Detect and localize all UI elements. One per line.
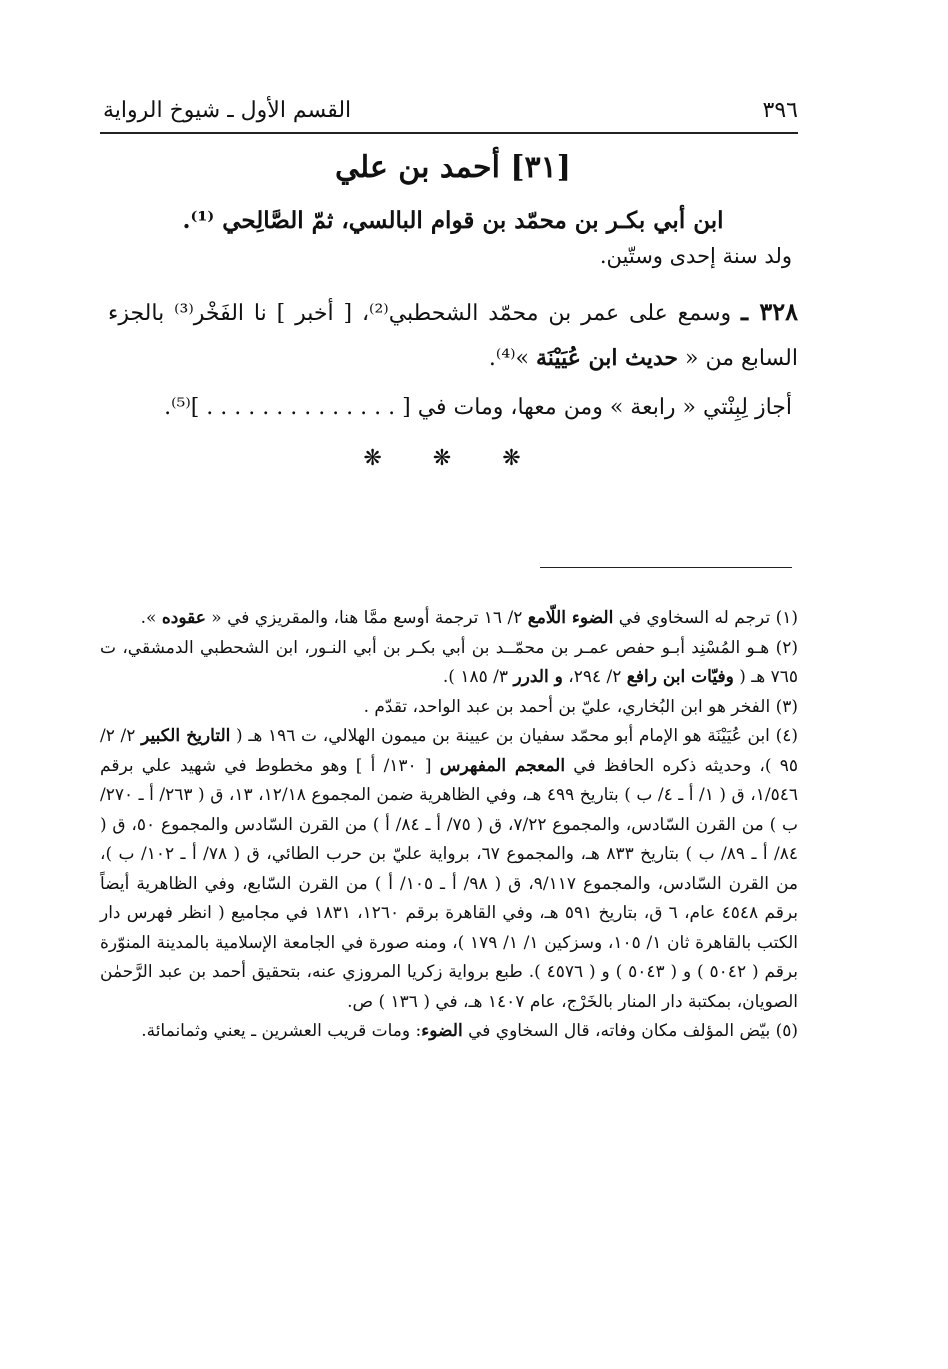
- footnote-text: ٢/ ٢٩٤،: [562, 667, 627, 687]
- narration-number: ٣٢٨ ـ: [741, 297, 799, 326]
- footnote-bold: وفيّات ابن رافع: [626, 667, 734, 687]
- ijaza-line: أجاز لِبِنْتي « رابعة » ومن معها، ومات في [ . . . . . . . . . . . . . . ]⁽⁵⁾.: [164, 395, 792, 420]
- entry-lineage: ابن أبي بكـر بن محمّد بن قوام البالسي، ثمّ الصَّالِحي ⁽¹⁾.: [182, 207, 724, 234]
- footnote-4: [100, 722, 798, 1017]
- footnote-text: (٣) الفخر هو ابن البُخاري، عليّ بن أحمد بن عبد الواحد، تقدّم .: [363, 696, 798, 717]
- footnote-text: : ومات قريب العشرين ـ يعني وثمانمائة.: [141, 1021, 422, 1041]
- footnote-2: [100, 634, 798, 693]
- footnote-text: ٢/ ١٦ ترجمة أوسع ممَّا هنا، والمقريزي في «: [205, 608, 528, 628]
- footnote-text: [ ١٣٠/ أ ] وهو مخطوط في شهيد علي برقم ١/٥٤٦، ق ( ١/ أ ـ ٤/ ب ) بتاريخ ٤٩٩ هـ، وفي الظاهرية ضمن المجموع ١٢/١٨، ١٣، ق ( ٢٦٣/ أ ـ ٢٧٠/ ب ) من القرن السّادس، والمجموع ٧/٢٢، ق ( ٧٥/ أ ـ ٨٤/ أ ) من القرن السّادس والمجموع ٥٠، ق ( ٨٤/ أ ـ ٨٩/ ب ) بتاريخ ٨٣٣ هـ، والمجموع ٦٧، برواية عليّ بن حرب الطائي، ق ( ٧٨/ أ ـ ١٠٢/ ب )، من القرن السّادس، والمجموع ٩/١١٧، ق ( ٩٨/ أ ـ ١٠٥/ أ ) من القرن السّابع، وفي الظاهرية أيضاً برقم ٤٥٤٨ عام، ٦ ق، بتاريخ ٥٩١ هـ، وفي القاهرة برقم ١٢٦٠، ١٨٣١ في مجاميع ( انظر فهرس دار الكتب بالقاهرة ثان ١/ ١٠٥، وسزكين ١/ ١/ ١٧٩ )، ومنه صورة في الجامعة الإسلامية بالمدينة المنوّرة برقم ( ٥٠٤٢ ) و ( ٥٠٤٣ ) و ( ٤٥٧٦ ). طبع برواية زكريا المروزي عنه، بتحقيق أحمد بن عبد الرَّحمٰن الصويان، بمكتبة دار المنار بالخَرْج، عام ١٤٠٧ هـ، في ( ١٣٦ ) ص.: [100, 755, 799, 1012]
- footnote-3: [100, 693, 798, 723]
- footnote-bold: الضوء اللّامع: [527, 608, 614, 628]
- footnote-text: (١) ترجم له السخاوي في: [613, 608, 798, 628]
- page-number: ٣٩٦: [762, 97, 798, 123]
- footnote-1: [100, 604, 798, 634]
- footnote-bold: المعجم المفهرس: [439, 755, 566, 776]
- footnote-bold: عقوده: [161, 608, 206, 628]
- footnote-text: (٢) هـو المُسْنِد أبـو حفص عمـر بن محمّــد بن أبي بكـر بن أبي النـور، ابن الشحطبي الدمشقي، ت ٧٦٥ هـ (: [100, 637, 798, 687]
- header-rule: [100, 132, 798, 134]
- footnote-text: ».: [140, 608, 162, 628]
- footnote-bold: الضوء: [421, 1021, 463, 1041]
- section-title: القسم الأول ـ شيوخ الرواية: [103, 97, 352, 123]
- narration-paragraph: [108, 290, 798, 381]
- footnote-rule: [540, 567, 792, 568]
- footnote-text: ٢/ ٢/ ٩٥ )، وحديثه ذكره الحافظ في: [100, 726, 798, 776]
- asterism-separator: ❋ ❋ ❋: [363, 446, 543, 471]
- main-text: [108, 148, 798, 471]
- footnote-text: (٥) بيّض المؤلف مكان وفاته، قال السخاوي في: [462, 1021, 798, 1041]
- hadith-title: حديث ابن عُيَيْنَة: [536, 345, 679, 371]
- narration-text-end: »⁽⁴⁾.: [488, 346, 530, 371]
- running-header: [103, 92, 798, 128]
- entry-title: [٣١] أحمد بن علي: [335, 150, 571, 185]
- footnote-text: (٤) ابن عُيَيْنَة هو الإمام أبو محمّد سفيان بن عيينة بن ميمون الهلالي، ت ١٩٦ هـ (: [230, 726, 798, 746]
- footnote-text: ٣/ ١٨٥ ).: [442, 667, 514, 687]
- footnotes: [100, 604, 798, 1047]
- narration-text: وسمع على عمر بن محمّد الشحطبي⁽²⁾، [ أخبر ] نا الفَخْر⁽³⁾ بالجزء السابع من «: [108, 301, 798, 371]
- footnote-bold: و الدرر: [513, 667, 563, 687]
- birth-line: ولد سنة إحدى وستّين.: [599, 244, 792, 268]
- footnote-5: [100, 1017, 798, 1047]
- footnote-bold: التاريخ الكبير: [141, 726, 231, 746]
